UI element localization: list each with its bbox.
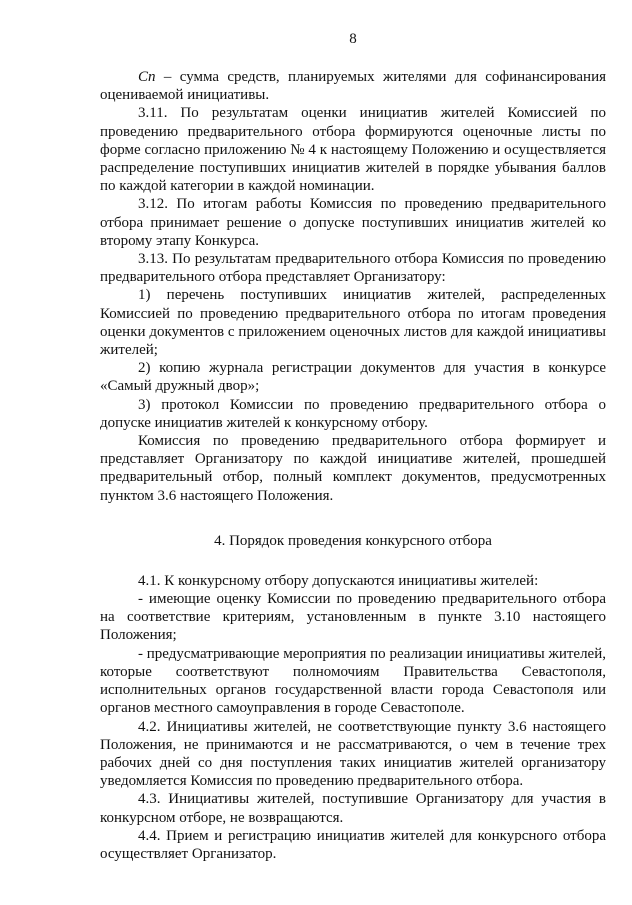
paragraph-4-1: 4.1. К конкурсному отбору допускаются инициативы жителей: [138,572,539,589]
paragraph-4-4: 4.4. Прием и регистрацию инициатив жителей для конкурсного отбора осуществляет Организатор. [100,827,606,862]
page-number: 8 [349,31,357,47]
list-item-3: 3) протокол Комиссии по проведению предварительного отбора о допуске инициатив жителей к конкурсному отбору. [100,396,606,431]
list-item-2: 2) копию журнала регистрации документов для участия в конкурсе «Самый дружный двор»; [100,360,606,395]
paragraph-4-3: 4.3. Инициативы жителей, поступившие Организатору для участия в конкурсном отборе, не возвращаются. [100,791,606,826]
paragraph-3-11: 3.11. По результатам оценки инициатив жителей Комиссией по проведению предварительного отбора формируются оценочные листы по форме согласно приложению № 4 к настоящему Положению и осуществляется распределение поступивших инициатив жителей в порядке убывания баллов по каждой категории в каждой номинации. [100,105,606,195]
list-item-1: 1) перечень поступивших инициатив жителей, распределенных Комиссией по проведению предварительного отбора по итогам проведения оценки документов с приложением оценочных листов для каждой инициативы жителей; [100,287,606,359]
variable-cp: Сп [138,69,156,85]
paragraph-commission-submission: Комиссия по проведению предварительного отбора формирует и представляет Организатору по каждой инициативе жителей, прошедшей предварительный отбор, полный комплект документов, предусмотренных пунктом 3.6 настоящего Положения. [100,433,606,504]
paragraph-3-13: 3.13. По результатам предварительного отбора Комиссия по проведению предварительного отбора представляет Организатору: [100,251,606,286]
paragraph-4-2: 4.2. Инициативы жителей, не соответствующие пункту 3.6 настоящего Положения, не принимаются и не рассматриваются, о чем в течение трех рабочих дней со дня поступления таких инициатив жителей организатору уведомляется Комиссия по проведению предварительного отбора. [100,718,606,790]
cp-definition-text: – сумма средств, планируемых жителями для софинансирования оцениваемой инициативы. [100,69,606,104]
section-4-heading: 4. Порядок проведения конкурсного отбора [214,532,492,549]
list-item-assessment: - имеющие оценку Комиссии по проведению предварительного отбора на соответствие критериям, установленным в пункте 3.10 настоящего Положения; [100,591,606,644]
paragraph-cp-definition [100,68,606,104]
paragraph-3-12: 3.12. По итогам работы Комиссия по проведению предварительного отбора принимает решение о допуске поступивших инициатив жителей ко второму этапу Конкурса. [100,196,606,249]
list-item-authority: - предусматривающие мероприятия по реализации инициативы жителей, которые соответствуют полномочиям Правительства Севастополя, исполнительных органов государственной власти города Севастополя или органов местного самоуправления в городе Севастополе. [100,645,606,717]
